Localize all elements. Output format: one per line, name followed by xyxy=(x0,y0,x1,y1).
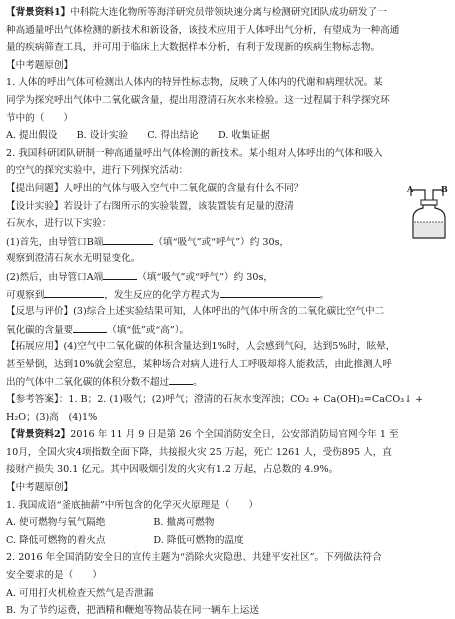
fire-question-2-choice-a: A. 可用打火机检查天然气是否泄漏 xyxy=(6,587,154,599)
answer-blank xyxy=(44,286,104,298)
fire-question-2-line-2: 安全要求的是（ ） xyxy=(6,570,102,581)
reflection-line-2 xyxy=(6,321,449,339)
background-1-line-2: 种高通量呼出气体检测的新技术和新设备，该技术应用于人体呼出气分析，有望成为一种高通 xyxy=(6,24,400,36)
text: 出的气体中二氧化碳的体积分数不超过 xyxy=(6,377,170,389)
answer-blank xyxy=(220,286,320,298)
text: (1)首先，由导管口B端 xyxy=(6,236,104,248)
background-2-heading: 【背景资料2】 xyxy=(6,429,71,441)
text: (2)然后，由导管口A端 xyxy=(6,271,104,283)
extension-line-2: 甚至晕倒，达到10%就会窒息，某种场合对病人进行人工呼吸却将人能救活，由此推测人呼 xyxy=(6,358,392,370)
document-page xyxy=(6,4,449,619)
text: （填“吸气”或“呼气”）约 30s， xyxy=(153,236,290,248)
section-heading: 【中考题原创】 xyxy=(6,482,74,494)
step-2-line xyxy=(6,268,449,286)
question-1-line-2: 同学为探究呼出气体中二氧化碳含量，提出用澄清石灰水来检验。这一过程属于科学探究环 xyxy=(6,94,390,106)
background-2-line-1 xyxy=(6,426,449,444)
question-2-line-2: 的空气的探究实验中，进行下列探究活动： xyxy=(6,165,189,177)
text: （填“低”或“高”）。 xyxy=(107,324,190,336)
question-2-line-1: 2. 我国科研团队研制一种高通量呼出气体检测的新技术。某小组对人体呼出的气体和吸入 xyxy=(6,147,383,159)
background-1-line-1 xyxy=(6,4,449,22)
text: 。 xyxy=(193,377,203,389)
question-1-choices: A. 提出假设 B. 设计实验 C. 得出结论 D. 收集证据 xyxy=(6,130,270,142)
background-1-heading: 【背景资料1】 xyxy=(6,7,71,18)
answer-blank xyxy=(73,321,107,333)
fire-question-1-choices-cd: C. 降低可燃物的着火点 D. 降低可燃物的温度 xyxy=(6,534,244,546)
raise-question-line: 【提出问题】人呼出的气体与吸入空气中二氧化碳的含量有什么不同？ xyxy=(6,182,304,194)
background-2-line-3: 接财产损失 30.1 亿元。其中因吸烟引发的火灾有1.2 万起，占总数的 4.9%。 xyxy=(6,464,339,476)
text: （填“吸气”或“呼气”）约 30s， xyxy=(137,271,274,283)
design-experiment-line-2: 石灰水，进行以下实验： xyxy=(6,218,112,230)
fire-question-2-choice-b: B. 为了节约运费，把酒精和鞭炮等物品装在同一辆车上运送 xyxy=(6,605,259,617)
step-1-line xyxy=(6,233,449,251)
background-2-line-2: 10月，全国火灾4项指数全面下降，共接报火灾 25 万起，死亡 1261 人，受伤895 人，直 xyxy=(6,446,392,458)
question-1-line-1: 1. 人体的呼出气体可检测出人体内的特异性标志物，反映了人体内的代谢和病理状况。某 xyxy=(6,77,383,89)
text: 氧化碳的含量要 xyxy=(6,324,74,336)
step-1-observation: 观察到澄清石灰水无明显变化。 xyxy=(6,253,141,265)
section-heading: 【中考题原创】 xyxy=(6,59,74,71)
fire-question-1-choices-ab: A. 使可燃物与氧气隔绝 B. 撤离可燃物 xyxy=(6,517,215,529)
answer-blank xyxy=(169,373,193,385)
answer-key-line-1: 【参考答案】：1. B；2. (1)吸气；(2)呼气；澄清的石灰水变浑浊；CO₂ + Ca(OH)₂=CaCO₃↓ + xyxy=(6,394,424,406)
answer-key-line-2: H₂O；(3)高 (4)1% xyxy=(6,411,98,423)
text: ，发生反应的化学方程式为 xyxy=(104,289,220,301)
extension-line-3 xyxy=(6,373,449,391)
extension-line-1: 【拓展应用】(4)空气中二氧化碳的体积含量达到1%时，人会感到气闷，达到5%时，眩晕， xyxy=(6,341,396,353)
answer-blank xyxy=(103,268,137,280)
text: 中科院大连化物所等海洋研究员带领块速分离与检测研究团队成功研发了一 xyxy=(70,7,387,18)
label-b: B xyxy=(441,184,448,194)
question-1-line-3: 节中的（ ） xyxy=(6,112,74,124)
step-2-observation xyxy=(6,286,449,304)
gas-washing-bottle-diagram xyxy=(405,184,451,240)
reflection-line-1: 【反思与评价】(3)综合上述实验结果可知，人体呼出的气体中所含的二氧化碳比空气中二 xyxy=(6,306,385,318)
fire-question-1: 1. 我国成语“釜底抽薪”中所包含的化学灭火原理是（ ） xyxy=(6,499,259,511)
fire-question-2-line-1: 2. 2016 年全国消防安全日的宣传主题为“消除火灾隐患、共建平安社区”。下列做法符合 xyxy=(6,552,382,564)
label-a: A xyxy=(407,184,414,194)
background-1-line-3: 量的疾病筛查工具，并可用于临床上大数据样本分析，有利于发现新的疾病生物标志物。 xyxy=(6,42,381,54)
answer-blank xyxy=(103,233,153,245)
text: 。 xyxy=(319,289,330,301)
text: 2016 年 11 月 9 日是第 26 个全国消防安全日，公安部消防局官网今年 1 至 xyxy=(70,429,399,441)
text: 可观察到 xyxy=(6,289,45,301)
design-experiment-line-1: 【设计实验】若设计了右图所示的实验装置，该装置装有足量的澄清 xyxy=(6,200,294,212)
